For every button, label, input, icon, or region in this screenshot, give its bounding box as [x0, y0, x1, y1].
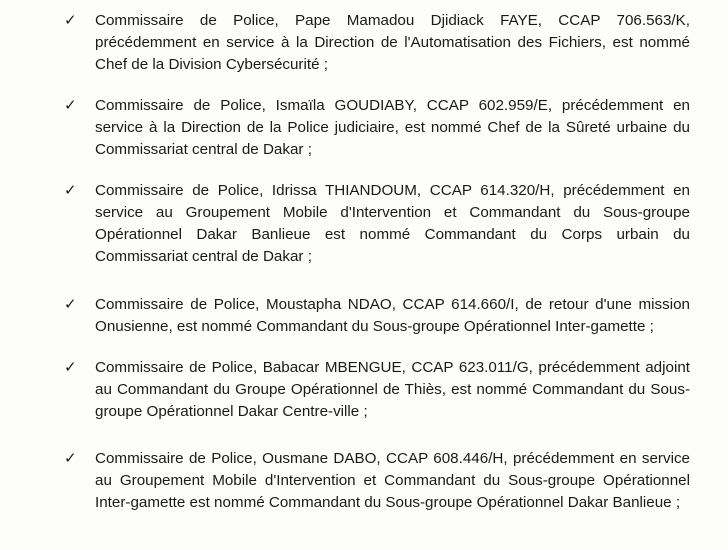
checkmark-icon: ✓	[64, 97, 77, 114]
checkmark-icon: ✓	[64, 182, 77, 199]
appointment-item: Commissaire de Police, Idrissa THIANDOUM, CCAP 614.320/H, précédemment en service au Groupement Mobile d'Intervention et Commandant du Sous-groupe Opérationnel Dakar Banlieue est nommé Commandant du Corps urbain du Commissariat central de Dakar ;	[95, 182, 690, 265]
appointment-item: Commissaire de Police, Ismaïla GOUDIABY, CCAP 602.959/E, précédemment en service à la Direction de la Police judiciaire, est nommé Chef de la Sûreté urbaine du Commissariat central de Dakar ;	[95, 97, 690, 158]
appointment-item: Commissaire de Police, Babacar MBENGUE, CCAP 623.011/G, précédemment adjoint au Commandant du Groupe Opérationnel de Thiès, est nommé Commandant du Sous-groupe Opérationnel Dakar Centre-ville ;	[95, 359, 690, 420]
appointment-item: Commissaire de Police, Ousmane DABO, CCAP 608.446/H, précédemment en service au Groupement Mobile d'Intervention et Commandant du Sous-groupe Opérationnel Inter-gamette est nommé Commandant du Sous-groupe Opérationnel Dakar Banlieue ;	[95, 450, 690, 511]
checkmark-icon: ✓	[64, 12, 77, 29]
checkmark-icon: ✓	[64, 296, 77, 313]
appointment-item: Commissaire de Police, Pape Mamadou Djidiack FAYE, CCAP 706.563/K, précédemment en service à la Direction de l'Automatisation des Fichiers, est nommé Chef de la Division Cybersécurité ;	[95, 12, 690, 73]
checkmark-icon: ✓	[64, 450, 77, 467]
checkmark-icon: ✓	[64, 359, 77, 376]
appointment-item: Commissaire de Police, Moustapha NDAO, CCAP 614.660/I, de retour d'une mission Onusienne, est nommé Commandant du Sous-groupe Opérationnel Inter-gamette ;	[95, 296, 690, 335]
